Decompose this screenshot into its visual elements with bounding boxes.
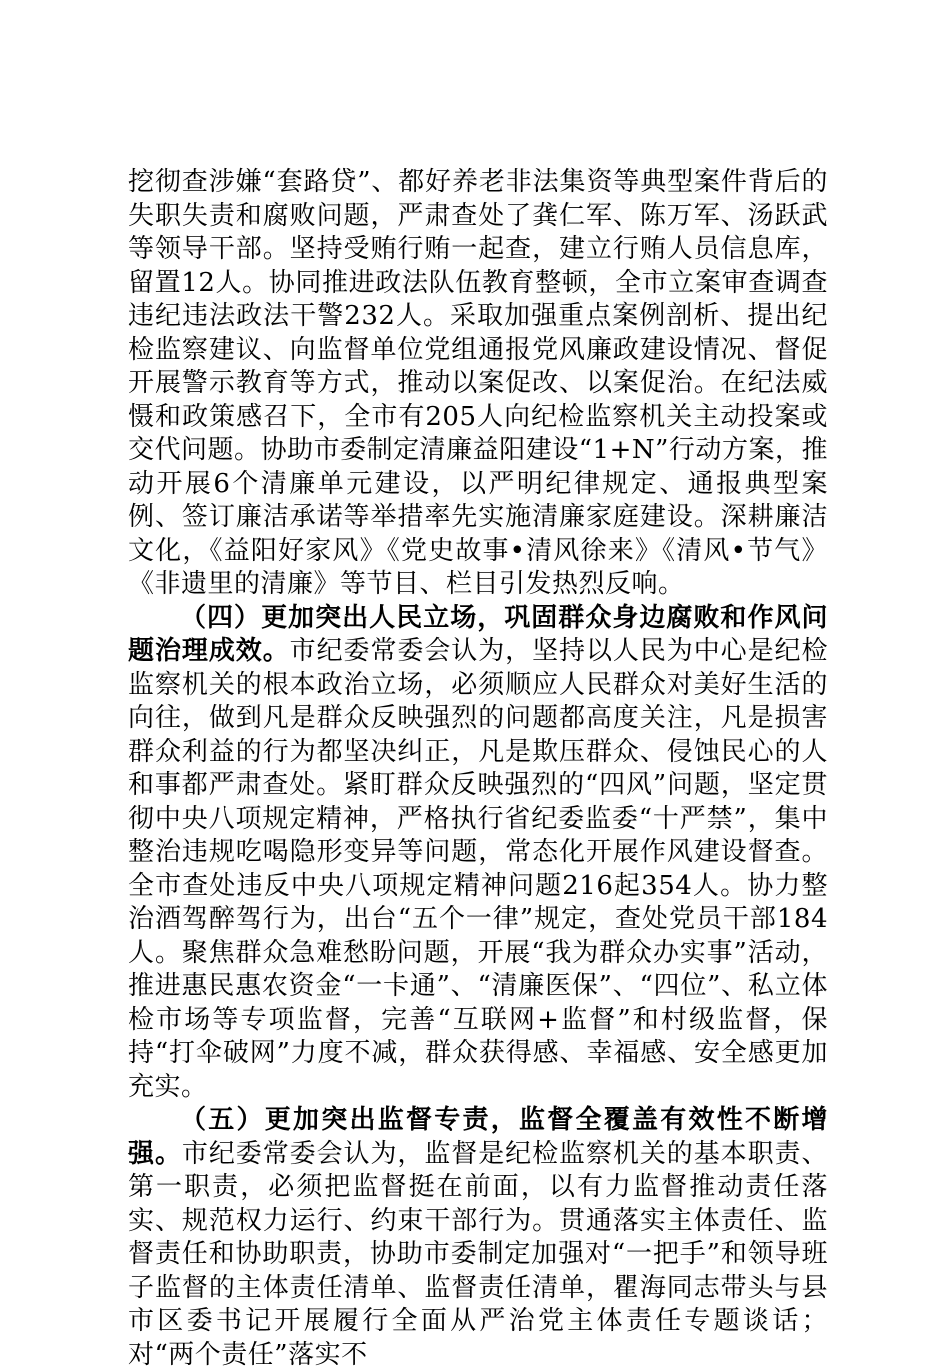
paragraph-section-4: [128, 602, 828, 1105]
paragraph-text: 挖彻查涉嫌“套路贷”、都好养老非法集资等典型案件背后的失职失责和腐败问题，严肃查处了龚仁军、陈万军、汤跃武等领导干部。坚持受贿行贿一起查，建立行贿人员信息库，留置12人。协同推进政法队伍教育整顿，全市立案审查调查违纪违法政法干警232人。采取加强重点案例剖析、提出纪检监察建议、向监督单位党组通报党风廉政建设情况、督促开展警示教育等方式，推动以案促改、以案促治。在纪法威慑和政策感召下，全市有205人向纪检监察机关主动投案或交代问题。协助市委制定清廉益阳建设“1+N”行动方案，推动开展6个清廉单元建设，以严明纪律规定、通报典型案例、签订廉洁承诺等举措率先实施清廉家庭建设。深耕廉洁文化，《益阳好家风》《党史故事•清风徐来》《清风•节气》《非遗里的清廉》等节目、栏目引发热烈反响。: [128, 167, 828, 599]
section-heading-4: （四）更加突出人民立场，巩固群众身边腐败和作风问题治理成效。: [128, 602, 828, 666]
paragraph-text: 市纪委常委会认为，监督是纪检监察机关的基本职责、第一职责，必须把监督挺在前面，以有力监督推动责任落实、规范权力运行、约束干部行为。贯通落实主体责任、监督责任和协助职责，协助市委制定加强对“一把手”和领导班子监督的主体责任清单、监督责任清单，瞿海同志带头与县市区委书记开展履行全面从严治党主体责任专题谈话；对“两个责任”落实不: [128, 1138, 828, 1370]
section-heading-5: （五）更加突出监督专责，监督全覆盖有效性不断增强。: [128, 1105, 828, 1169]
paragraph-section-5: [128, 1104, 828, 1372]
document-body: [128, 166, 828, 1372]
paragraph-continuation: [128, 166, 828, 602]
paragraph-text: 市纪委常委会认为，坚持以人民为中心是纪检监察机关的根本政治立场，必须顺应人民群众对美好生活的向往，做到凡是群众反映强烈的问题都高度关注，凡是损害群众利益的行为都坚决纠正，凡是欺压群众、侵蚀民心的人和事都严肃查处。紧盯群众反映强烈的“四风”问题，坚定贯彻中央八项规定精神，严格执行省纪委监委“十严禁”，集中整治违规吃喝隐形变异等问题，常态化开展作风建设督查。全市查处违反中央八项规定精神问题216起354人。协力整治酒驾醉驾行为，出台“五个一律”规定，查处党员干部184人。聚焦群众急难愁盼问题，开展“我为群众办实事”活动，推进惠民惠农资金“一卡通”、“清廉医保”、“四位”、私立体检市场等专项监督，完善“互联网+监督”和村级监督，保持“打伞破网”力度不减，群众获得感、幸福感、安全感更加充实。: [128, 636, 828, 1102]
